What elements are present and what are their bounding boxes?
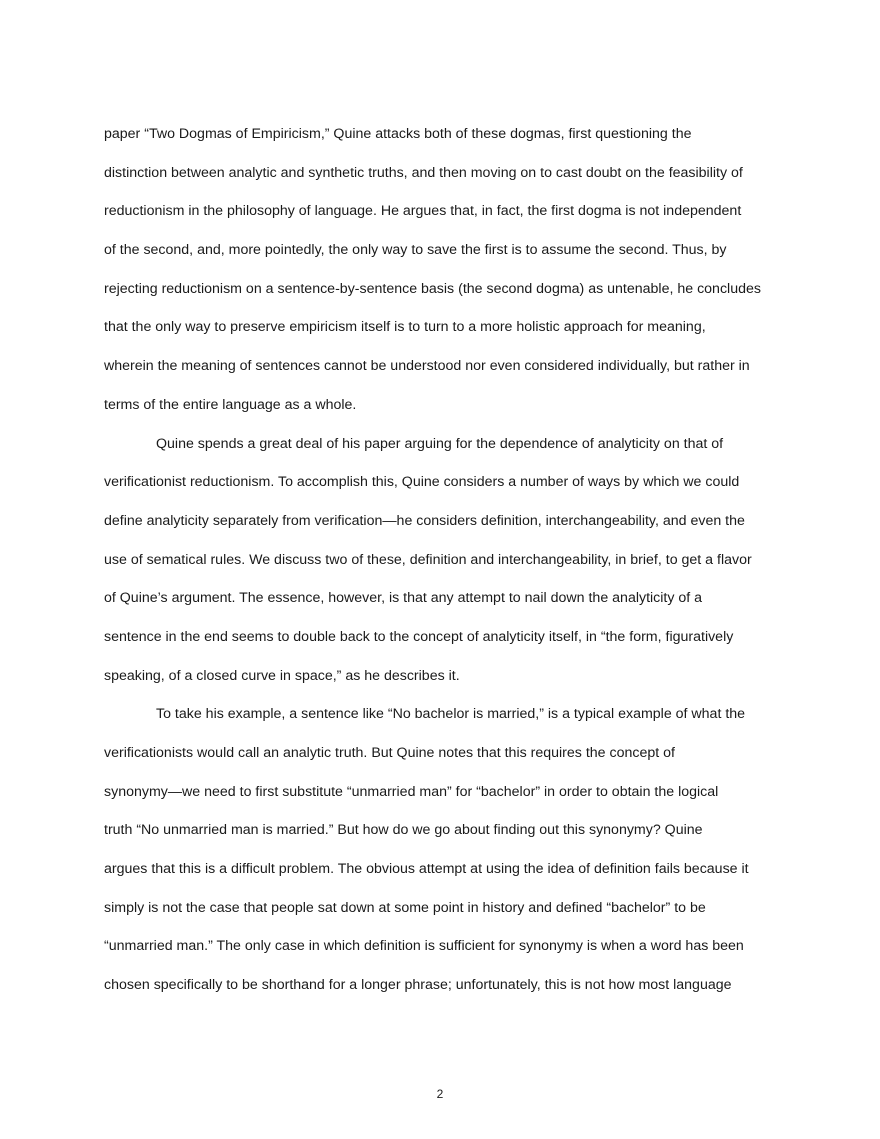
- text-line: use of sematical rules. We discuss two of these, definition and interchangeability, in brief, to get a flavor: [104, 551, 752, 568]
- text-line: chosen specifically to be shorthand for a longer phrase; unfortunately, this is not how most language: [104, 977, 732, 994]
- text-line: that the only way to preserve empiricism itself is to turn to a more holistic approach for meaning,: [104, 319, 706, 336]
- text-line: of the second, and, more pointedly, the only way to save the first is to assume the second. Thus, by: [104, 242, 727, 259]
- text-line: sentence in the end seems to double back to the concept of analyticity itself, in “the form, figuratively: [104, 628, 734, 645]
- text-line: truth “No unmarried man is married.” But how do we go about finding out this synonymy? Quine: [104, 822, 703, 839]
- text-line: rejecting reductionism on a sentence-by-sentence basis (the second dogma) as untenable, he concludes: [104, 280, 761, 297]
- text-line: define analyticity separately from verification—he considers definition, interchangeability, and even the: [104, 512, 745, 529]
- text-line: paper “Two Dogmas of Empiricism,” Quine attacks both of these dogmas, first questioning the: [104, 126, 692, 142]
- text-line: verificationists would call an analytic truth. But Quine notes that this requires the concept of: [104, 745, 675, 761]
- text-line: synonymy—we need to first substitute “unmarried man” for “bachelor” in order to obtain the logical: [104, 783, 719, 800]
- paragraph-first-line: Quine spends a great deal of his paper arguing for the dependence of analyticity on that of: [156, 435, 724, 452]
- text-line: speaking, of a closed curve in space,” as he describes it.: [104, 667, 460, 684]
- text-line: distinction between analytic and synthetic truths, and then moving on to cast doubt on the feasibility of: [104, 164, 743, 181]
- text-line: simply is not the case that people sat down at some point in history and defined “bachelor” to be: [104, 899, 706, 916]
- text-line: terms of the entire language as a whole.: [104, 396, 357, 413]
- text-line: of Quine’s argument. The essence, however, is that any attempt to nail down the analyticity of a: [104, 590, 703, 607]
- text-line: “unmarried man.” The only case in which definition is sufficient for synonymy is when a word has been: [104, 938, 744, 955]
- text-line: argues that this is a difficult problem. The obvious attempt at using the idea of definition fails because it: [104, 861, 749, 878]
- page-number: 2: [436, 1087, 444, 1101]
- text-line: reductionism in the philosophy of language. He argues that, in fact, the first dogma is not independent: [104, 203, 742, 220]
- body-text: [104, 123, 784, 1013]
- paragraph-first-line: To take his example, a sentence like “No bachelor is married,” is a typical example of what the: [156, 706, 746, 723]
- text-line: wherein the meaning of sentences cannot be understood nor even considered individually, but rather in: [104, 358, 750, 375]
- text-line: verificationist reductionism. To accomplish this, Quine considers a number of ways by which we could: [104, 474, 740, 491]
